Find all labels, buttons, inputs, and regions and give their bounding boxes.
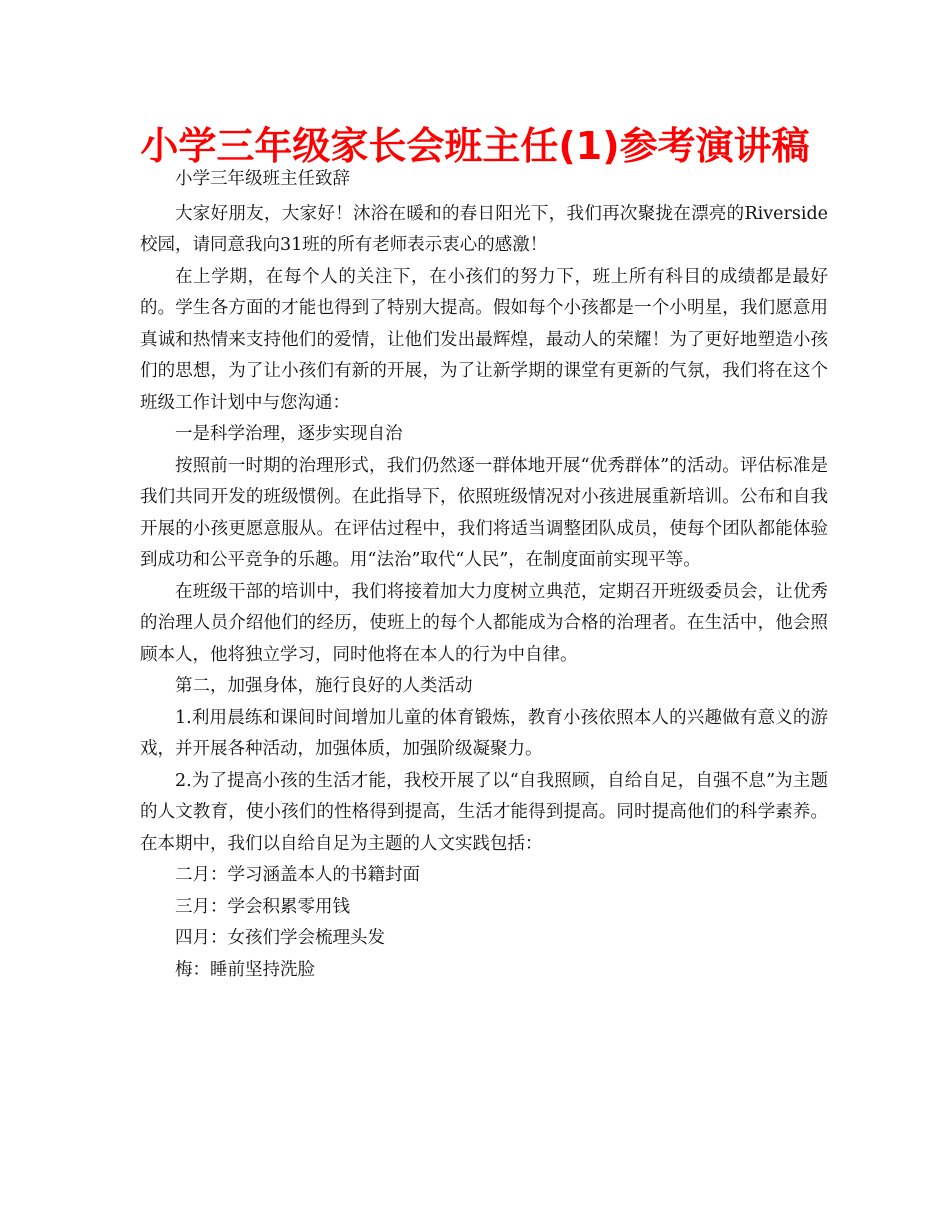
section-heading: 第二，加强身体，施行良好的人类活动 — [175, 676, 473, 696]
document-body — [140, 164, 828, 986]
document-subtitle: 小学三年级班主任致辞 — [175, 169, 350, 189]
list-item: 二月：学习涵盖本人的书籍封面 — [175, 865, 420, 885]
paragraph: 2.为了提高小孩的生活才能，我校开展了以“自我照顾，自给自足，自强不息”为主题的人文教育，使小孩们的性格得到提高，生活才能得到提高。同时提高他们的科学素养。在本期中，我们以自给自足为主题的人文实践包括： — [140, 770, 828, 854]
paragraph: 1.利用晨练和课间时间增加儿童的体育锻炼，教育小孩依照本人的兴趣做有意义的游戏，并开展各种活动，加强体质，加强阶级凝聚力。 — [140, 707, 828, 759]
section-heading: 一是科学治理，逐步实现自治 — [175, 424, 403, 444]
paragraph: 在班级干部的培训中，我们将接着加大力度树立典范，定期召开班级委员会，让优秀的治理人员介绍他们的经历，使班上的每个人都能成为合格的治理者。在生活中，他会照顾本人，他将独立学习，同时他将在本人的行为中自律。 — [140, 581, 828, 665]
list-item: 四月：女孩们学会梳理头发 — [175, 928, 385, 948]
document-title: 小学三年级家长会班主任(1)参考演讲稿 — [140, 124, 810, 168]
list-item: 三月：学会积累零用钱 — [175, 896, 350, 917]
paragraph: 在上学期，在每个人的关注下，在小孩们的努力下，班上所有科目的成绩都是最好的。学生各方面的才能也得到了特别大提高。假如每个小孩都是一个小明星，我们愿意用真诚和热情来支持他们的爱情，让他们发出最辉煌，最动人的荣耀！为了更好地塑造小孩们的思想，为了让小孩们有新的开展，为了让新学期的课堂有更新的气氛，我们将在这个班级工作计划中与您沟通： — [140, 266, 828, 413]
paragraph: 按照前一时期的治理形式，我们仍然逐一群体地开展“优秀群体”的活动。评估标准是我们共同开发的班级惯例。在此指导下，依照班级情况对小孩进展重新培训。公布和自我开展的小孩更愿意服从。在评估过程中，我们将适当调整团队成员，使每个团队都能体验到成功和公平竞争的乐趣。用“法治”取代“人民”，在制度面前实现平等。 — [140, 455, 828, 570]
paragraph: 大家好朋友，大家好！沐浴在暖和的春日阳光下，我们再次聚拢在漂亮的Riverside校园，请同意我向31班的所有老师表示衷心的感激！ — [140, 203, 828, 255]
list-item: 梅：睡前坚持洗脸 — [175, 959, 315, 980]
